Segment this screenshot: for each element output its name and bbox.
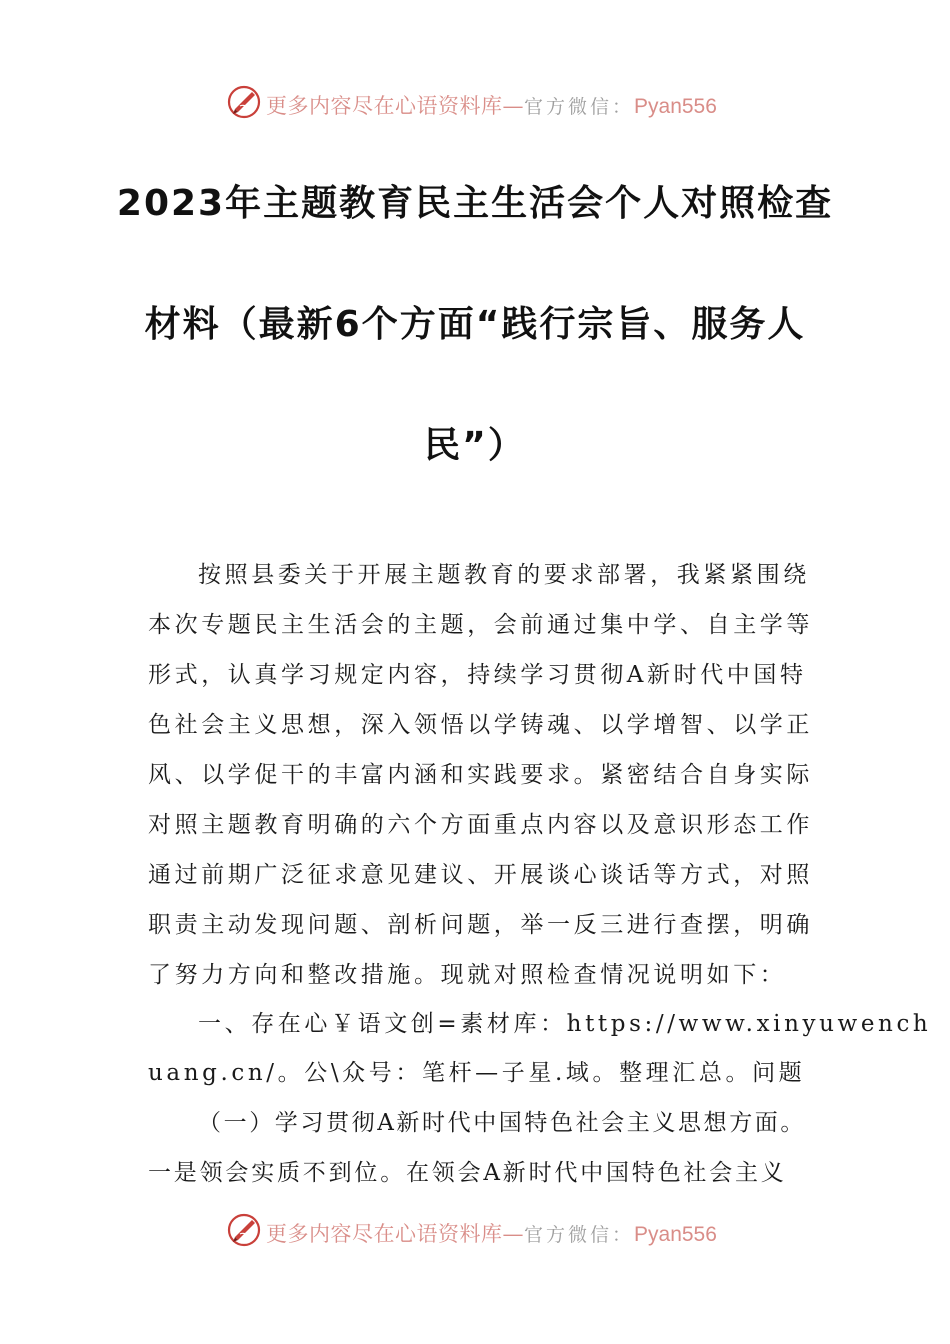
doc-title-line-3: 民”） (424, 425, 526, 466)
watermark-wechat-id: Pyan556 (634, 95, 717, 118)
body-line: 本次专题民主生活会的主题，会前通过集中学、自主学等 (148, 612, 813, 638)
body-line: 风、以学促干的丰富内涵和实践要求。紧密结合自身实际 (148, 762, 813, 788)
section-heading: 一、存在心￥语文创=素材库：https://www.xinyuwench (198, 1011, 932, 1037)
doc-title-line-2: 材料（最新6个方面“践行宗旨、服务人 (144, 304, 806, 345)
watermark-wechat-label: 官方微信： (524, 1224, 635, 1246)
subsection-heading: （一）学习贯彻A新时代中国特色社会主义思想方面。 (198, 1110, 807, 1136)
watermark-wechat-id: Pyan556 (634, 1223, 717, 1246)
watermark-banner-top (0, 82, 950, 122)
body-line: 通过前期广泛征求意见建议、开展谈心谈话等方式，对照 (148, 862, 813, 888)
watermark-brand: 更多内容尽在心语资料库 (266, 1222, 503, 1246)
body-line: 职责主动发现问题、剖析问题，举一反三进行查摆，明确 (148, 912, 813, 938)
body-line: 形式，认真学习规定内容，持续学习贯彻A新时代中国特 (148, 662, 807, 688)
body-line: uang.cn/。公\众号：笔杆—子星.域。整理汇总。问题 (148, 1060, 806, 1086)
watermark-dash: — (502, 1222, 524, 1246)
watermark-brand: 更多内容尽在心语资料库 (266, 94, 503, 118)
watermark-dash: — (502, 94, 524, 118)
body-line: 一是领会实质不到位。在领会A新时代中国特色社会主义 (148, 1160, 787, 1186)
pen-circle-logo-icon (226, 1212, 262, 1248)
watermark-banner-bottom (0, 1210, 950, 1250)
watermark-wechat-label: 官方微信： (524, 96, 635, 118)
body-line: 对照主题教育明确的六个方面重点内容以及意识形态工作 (148, 812, 813, 838)
body-line: 色社会主义思想，深入领悟以学铸魂、以学增智、以学正 (148, 712, 813, 738)
body-line: 了努力方向和整改措施。现就对照检查情况说明如下： (148, 962, 787, 988)
pen-circle-logo-icon (226, 84, 262, 120)
watermark-text (266, 1218, 717, 1248)
doc-title-line-1: 2023年主题教育民主生活会个人对照检查 (116, 183, 834, 224)
body-line: 按照县委关于开展主题教育的要求部署，我紧紧围绕 (198, 562, 810, 588)
watermark-text (266, 90, 717, 120)
